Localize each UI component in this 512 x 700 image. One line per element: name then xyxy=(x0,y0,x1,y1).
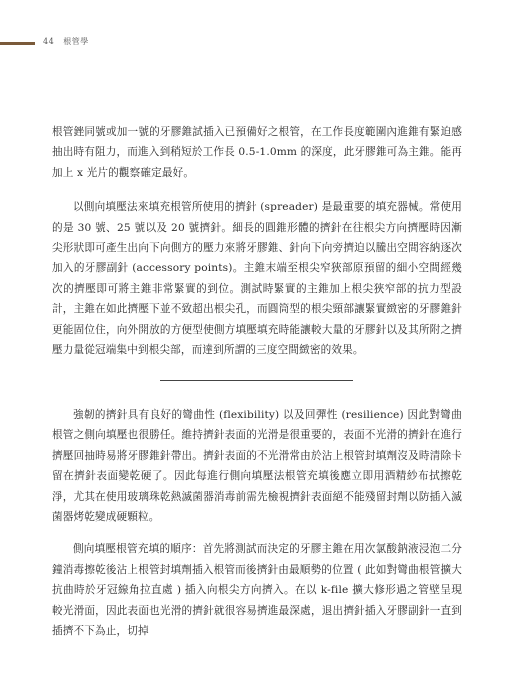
running-header xyxy=(43,36,89,47)
text-block-top xyxy=(52,122,462,360)
header-accent-bar xyxy=(0,42,35,45)
page-number: 44 xyxy=(43,37,55,46)
book-title: 根管學 xyxy=(63,37,89,46)
text-block-bottom xyxy=(52,405,462,641)
paragraph-4: 側向填壓根管充填的順序：首先將測試而決定的牙膠主錐在用次氯酸鈉液浸泡二分鐘消毒擦乾後沾上根管封填劑插入根管而後擠針由最順勢的位置 ( 此如對彎曲根管擴大抗曲時於牙冠線角拉直處 ) 插入向根尖方向擠入。在以 k-file 擴大修形過之管壁呈現較光滑面，因此表面也光滑的擠針就很容易擠進最深處，退出擠針插入牙膠副針一直到插擠不下為止，切掉 xyxy=(52,543,462,638)
section-divider xyxy=(160,380,353,381)
paragraph-1: 根管銼同號或加一號的牙膠錐試插入已預備好之根管，在工作長度範圍內進錐有緊迫感抽出時有阻力，而進入到稍短於工作長 0.5-1.0mm 的深度，此牙膠錐可為主錐。能再加上 x 光片的觀察確定最好。 xyxy=(52,126,462,179)
paragraph-3: 強韌的擠針具有良好的彎曲性 (flexibility) 以及回彈性 (resilience) 因此對彎曲根管之側向填壓也很勝任。維持擠針表面的光滑是很重要的，表面不光滑的擠針在進行擠壓回抽時易將牙膠錐針帶出。擠針表面的不光滑常由於沾上根管封填劑沒及時清除卡留在擠針表面變乾硬了。因此每進行側向填壓法根管充填後應立即用酒精紗布拭擦乾淨，尤其在使用玻璃珠乾熱滅菌器消毒前需先檢視擠針表面絕不能殘留封劑以防插入滅菌器烤乾變成硬顆粒。 xyxy=(52,409,462,524)
paragraph-2: 以側向填壓法來填充根管所使用的擠針 (spreader) 是最重要的填充器械。常使用的是 30 號、25 號以及 20 號擠針。細長的圓錐形體的擠針在往根尖方向擠壓時因漸尖形狀即可產生出向下向側方的壓力來將牙膠錐、針向下向旁擠迫以騰出空間容納逐次加入的牙膠副針 (accessory points)。主錐末端至根尖窄狹部原預留的細小空間經幾次的擠壓即可將主錐非常緊實的到位。測試時緊實的主錐加上根尖狹窄部的抗力型設計，主錐在如此擠壓下並不致超出根尖孔，而圓筒型的根尖頸部讓緊實緻密的牙膠錐針更能固位住，向外開放的方便型使側方填壓填充時能讓較大量的牙膠針以及其所附之擠壓力量從冠端集中到根尖部，而達到所謂的三度空間緻密的效果。 xyxy=(52,201,462,357)
